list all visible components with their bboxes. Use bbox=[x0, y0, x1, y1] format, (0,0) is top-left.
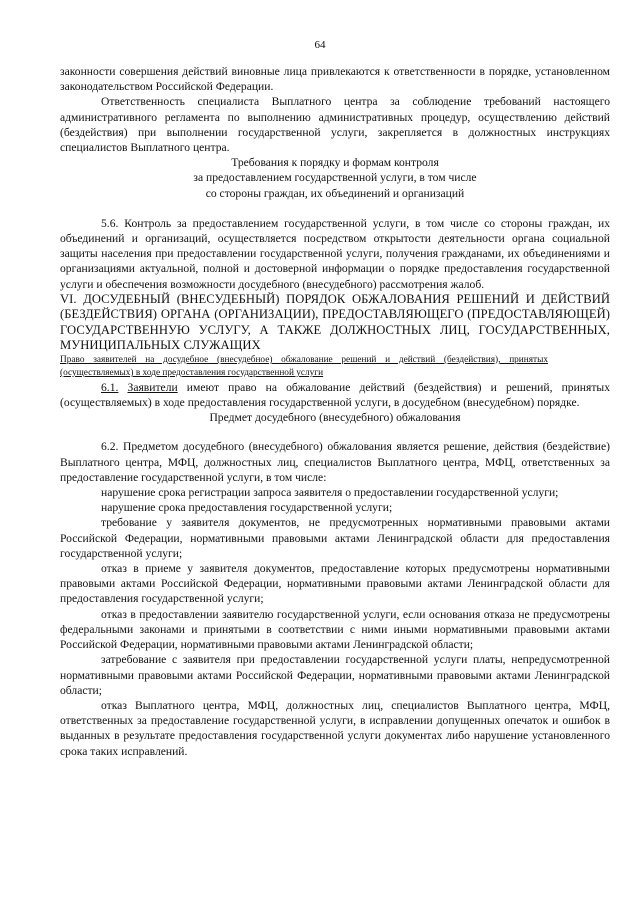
control-heading-line-1: Требования к порядку и формам контроля bbox=[231, 156, 439, 170]
paragraph-6-1-term: Заявители bbox=[127, 380, 178, 394]
page-number: 64 bbox=[314, 39, 326, 51]
list-item: нарушение срока предоставления государственной услуги; bbox=[101, 501, 393, 515]
paragraph-6-2: 6.2. Предметом досудебного (внесудебного) обжалования является решение, действия (бездействие) Выплатного центра, МФЦ, должностных лиц, специалистов Выплатного центра, МФЦ, ответственных за предоставление государственной услуги, в том числе: bbox=[60, 440, 610, 484]
paragraph-5-6: 5.6. Контроль за предоставлением государственной услуги, в том числе со стороны граждан, их объединений и организаций, осуществляется посредством открытости деятельности органа социальной защиты населения при предоставлении государственной услуги, получения гражданами, их объединениями и организациями актуальной, полной и достоверной информации о порядке предоставления государственной услуги и обеспечения возможности досудебного (внесудебного) рассмотрения жалоб. bbox=[60, 216, 610, 291]
paragraph-6-1 bbox=[60, 380, 610, 410]
paragraph-6-1-text: имеют право на обжалование действий (бездействия) и решений, принятых (осуществляемых) в ходе предоставления государственной услуги, в досудебном (внесудебном) порядке. bbox=[60, 380, 610, 410]
paragraph-6-1-number: 6.1. bbox=[101, 380, 119, 394]
subject-heading: Предмет досудебного (внесудебного) обжалования bbox=[209, 411, 461, 425]
list-item: нарушение срока регистрации запроса заявителя о предоставлении государственной услуги; bbox=[101, 486, 559, 500]
list-item: отказ в предоставлении заявителю государственной услуги, если основания отказа не предусмотрены федеральными законами и принятыми в соответствии с ними иными нормативными правовыми актами Российской Федерации, нормативными правовыми актами Ленинградской области; bbox=[60, 607, 610, 652]
list-item: отказ Выплатного центра, МФЦ, должностных лиц, специалистов Выплатного центра, МФЦ, ответственных за предоставление государственной услуги, в исправлении допущенных опечаток и ошибок в выданных в результате предоставления государственной услуги документах либо нарушение установленного срока таких исправлений. bbox=[60, 698, 610, 758]
list-item: отказ в приеме у заявителя документов, предоставление которых предусмотрены нормативными правовыми актами Российской Федерации, нормативными правовыми актами Ленинградской области для предоставления государственной услуги; bbox=[60, 562, 610, 606]
rights-heading: Право заявителей на досудебное (внесудебное) обжалование решений и действий (бездействия), принятых (осуществляемых) в ходе предоставления государственной услуги bbox=[60, 354, 548, 378]
section-vi-heading: VI. ДОСУДЕБНЫЙ (ВНЕСУДЕБНЫЙ) ПОРЯДОК ОБЖАЛОВАНИЯ РЕШЕНИЙ И ДЕЙСТВИЙ (БЕЗДЕЙСТВИЯ) ОРГАНА (ОРГАНИЗАЦИИ), ПРЕДОСТАВЛЯЮЩЕГО (ПРЕДОСТАВЛЯЮЩЕЙ) ГОСУДАРСТВЕННУЮ УСЛУГУ, А ТАКЖЕ ДОЛЖНОСТНЫХ ЛИЦ, ГОСУДАРСТВЕННЫХ, МУНИЦИПАЛЬНЫХ СЛУЖАЩИХ bbox=[60, 291, 610, 353]
paragraph-responsibility: Ответственность специалиста Выплатного центра за соблюдение требований настоящего административного регламента по выполнению административных процедур, осуществлению действий (бездействия) при выполнении государственной услуги, закрепляется в должностных инструкциях специалистов Выплатного центра. bbox=[60, 95, 610, 155]
document-body bbox=[60, 64, 610, 759]
control-heading-line-3: со стороны граждан, их объединений и организаций bbox=[205, 186, 465, 200]
list-item: затребование с заявителя при предоставлении государственной услуги платы, непредусмотренной нормативными правовыми актами Российской Федерации, нормативными правовыми актами Ленинградской области; bbox=[60, 653, 610, 697]
paragraph-continuation: законности совершения действий виновные лица привлекаются к ответственности в порядке, установленном законодательством Российской Федерации. bbox=[60, 65, 610, 94]
list-item: требование у заявителя документов, не предусмотренных нормативными правовыми актами Российской Федерации, нормативными правовыми актами Ленинградской области для предоставления государственной услуги; bbox=[60, 516, 610, 560]
control-heading-line-2: за предоставлением государственной услуги, в том числе bbox=[193, 171, 477, 185]
